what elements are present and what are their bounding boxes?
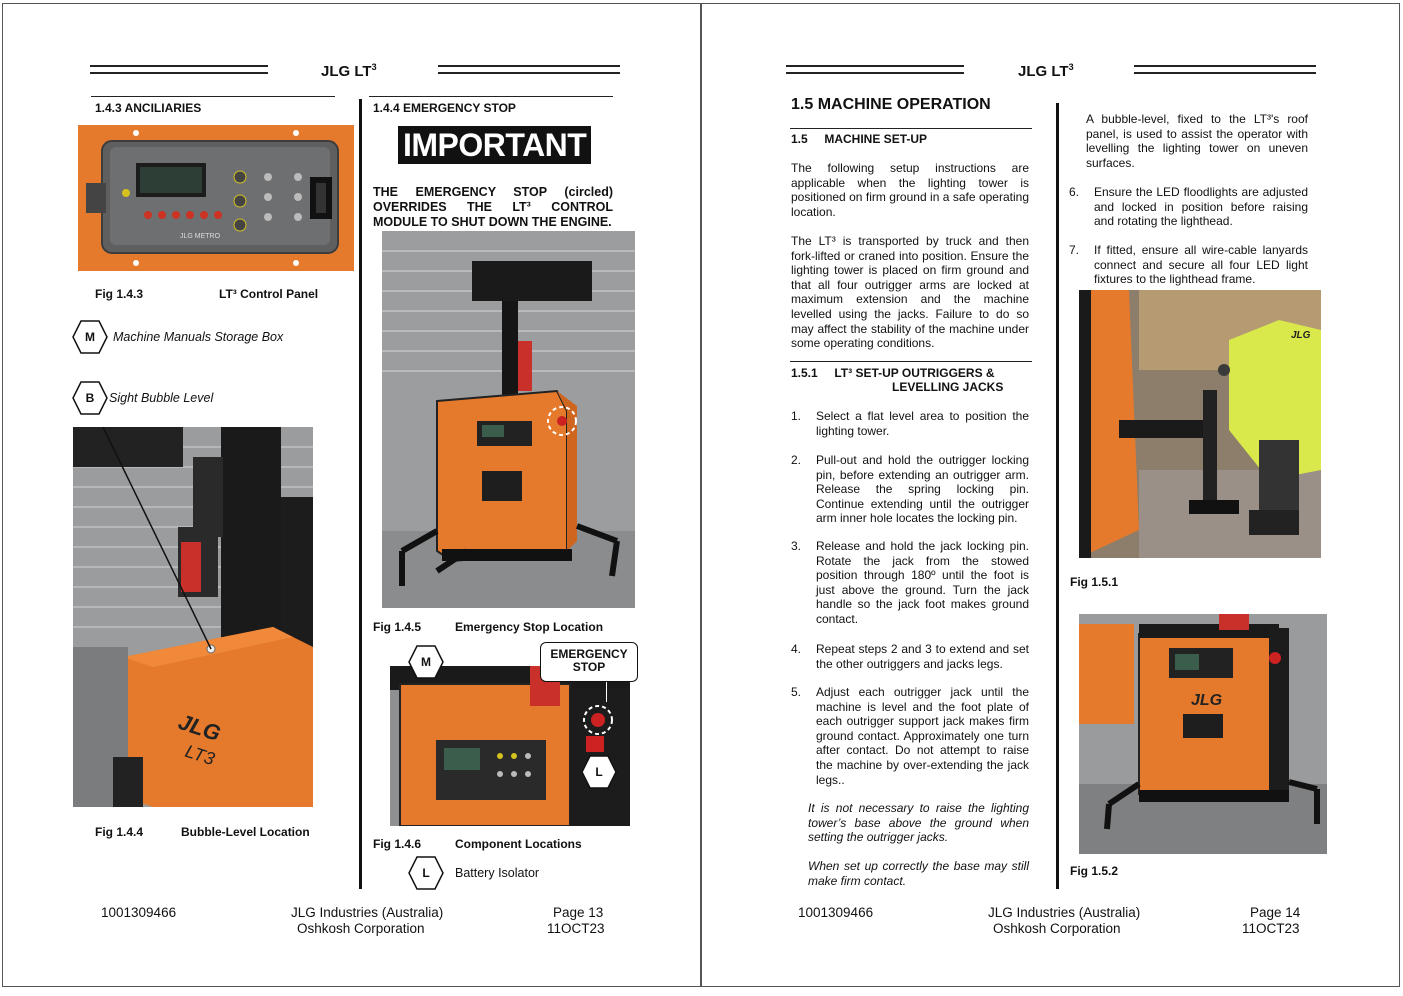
cabinet-lt3-text: LT3 <box>182 740 218 770</box>
fig-1-4-6-number: Fig 1.4.6 <box>373 837 422 851</box>
step-6: 6. Ensure the LED floodlights are adjusted and locked in position before raising and rotating the lighthead. <box>1069 185 1308 229</box>
levelled-tower-photo <box>1079 614 1327 854</box>
footer-company: JLG Industries (Australia) <box>291 905 444 920</box>
fig-146-l-letter: L <box>595 765 603 779</box>
step-3: 3. Release and hold the jack locking pin. Rotate the jack from the stowed position through 180º until the foot is just above the ground. Turn the jack handle so the jack foot makes ground contact. <box>791 539 1029 626</box>
section-rule <box>790 128 1032 129</box>
panel-logo: JLG METRO <box>180 233 221 240</box>
emergency-stop-graphic <box>382 231 635 608</box>
component-locations-photo <box>390 666 630 826</box>
header-rule-right <box>438 65 620 74</box>
important-banner: IMPORTANT <box>398 126 591 164</box>
section-heading-machine-setup: 1.5 MACHINE SET-UP <box>791 132 928 146</box>
column-divider <box>1056 103 1059 889</box>
component-locations-graphic <box>390 666 630 826</box>
footer-date: 11OCT23 <box>1242 921 1300 936</box>
footer-page-number: Page 14 <box>1250 905 1301 920</box>
step-1: 1. Select a flat level area to position the lighting tower. <box>791 409 1029 438</box>
footer-company: JLG Industries (Australia) <box>988 905 1141 920</box>
cabinet-jlg-logo: JLG <box>175 709 224 747</box>
fig-1-5-2-caption: Fig 1.5.2 <box>1070 864 1119 878</box>
fig-1-4-3-number: Fig 1.4.3 <box>95 287 144 301</box>
fig-1-4-5-number: Fig 1.4.5 <box>373 620 422 634</box>
footer-doc-number: 1001309466 <box>101 905 177 920</box>
header-title: JLG $LT^3$ <box>321 62 377 80</box>
legend-l-letter: L <box>422 866 430 880</box>
legend-b-text: Sight Bubble Level <box>109 391 214 405</box>
levelled-tower-graphic <box>1079 614 1327 854</box>
callout-arrow <box>606 682 607 702</box>
page-13 <box>2 3 701 987</box>
legend-m-hexagon <box>72 319 108 355</box>
legend-l-text: Battery Isolator <box>455 866 540 880</box>
section-rule-2 <box>790 361 1032 362</box>
note-firm-contact: When set up correctly the base may still make firm contact. <box>808 859 1029 888</box>
fig-146-m-hexagon <box>408 644 444 680</box>
vest-jlg-logo: JLG <box>1291 330 1311 341</box>
section-heading-outriggers-line2: LEVELLING JACKS <box>892 380 1004 394</box>
step-4: 4. Repeat steps 2 and 3 to extend and set the other outriggers and jacks legs. <box>791 642 1029 671</box>
control-panel-graphic <box>78 125 354 271</box>
footer-doc-number: 1001309466 <box>798 905 874 920</box>
emergency-stop-photo <box>382 231 635 608</box>
column-divider <box>359 99 362 889</box>
footer-page-number: Page 13 <box>553 905 604 920</box>
fig-146-l-hexagon <box>581 754 617 790</box>
fig-1-5-1-caption: Fig 1.5.1 <box>1070 575 1119 589</box>
fig-1-4-3-caption: LT³ Control Panel <box>219 287 319 301</box>
cabinet-jlg-logo: JLG <box>1191 692 1223 709</box>
step-7: 7. If fitted, ensure all wire-cable lanyards connect and secure all four LED light fixtures to the lighthead frame. <box>1069 243 1308 287</box>
section-title-machine-operation: 1.5 MACHINE OPERATION <box>791 96 991 113</box>
section-heading-outriggers-line1: 1.5.1 LT³ SET-UP OUTRIGGERS & <box>791 366 995 380</box>
bubble-level-photo <box>73 427 313 807</box>
footer-corporation: Oshkosh Corporation <box>297 921 425 936</box>
legend-m-letter: M <box>85 330 95 344</box>
paragraph-setup-intro: The following setup instructions are applicable when the lighting tower is positioned on firm ground in a safe operating location. <box>791 161 1029 219</box>
paragraph-bubble-level: A bubble-level, fixed to the LT³'s roof panel, is used to assist the operator with levelling the lighting tower on uneven surfaces. <box>1086 112 1308 170</box>
legend-m-text: Machine Manuals Storage Box <box>113 330 284 344</box>
footer-date: 11OCT23 <box>547 921 605 936</box>
fig-1-4-6-caption: Component Locations <box>455 837 582 851</box>
emergency-warning-text: THE EMERGENCY STOP (circled) OVERRIDES THE LT³ CONTROL MODULE TO SHUT DOWN THE ENGINE. <box>373 185 613 229</box>
legend-l-hexagon <box>408 855 444 891</box>
fig-146-m-letter: M <box>421 655 431 669</box>
outrigger-setup-graphic <box>1079 290 1321 558</box>
section-rule <box>91 96 335 97</box>
fig-1-4-4-number: Fig 1.4.4 <box>95 825 144 839</box>
paragraph-transport: The LT³ is transported by truck and then fork-lifted or craned into position. Ensure the lighting tower is placed on firm ground and that all four outrigger arms are locked at maximum extension and the machine levelled using the jacks. Failure to do so may affect the stability of the machine under some operating conditions. <box>791 234 1029 351</box>
header-rule-left <box>90 65 268 74</box>
step-5: 5. Adjust each outrigger jack until the machine is level and the foot plate of each outrigger support jack makes firm ground contact. Approximately one turn after contact. Do not attempt to raise the machine by over-extending the jack legs.. <box>791 685 1029 787</box>
fig-1-4-4-caption: Bubble-Level Location <box>181 825 310 839</box>
step-2: 2. Pull-out and hold the outrigger locking pin, before extending an outrigger arm. Release the spring locking pin. Continue extending until the outrigger arm inner hole locates the locking pin. <box>791 453 1029 526</box>
note-outrigger-jacks: It is not necessary to raise the lighting tower’s base above the ground when setting the outrigger jacks. <box>808 801 1029 845</box>
header-rule-left <box>786 65 964 74</box>
header-title: JLG $LT^3$ <box>1018 62 1074 80</box>
control-panel-photo <box>78 125 354 271</box>
header-rule-right <box>1134 65 1316 74</box>
outrigger-setup-photo <box>1079 290 1321 558</box>
emergency-stop-callout: EMERGENCY STOP <box>540 642 638 682</box>
section-heading-ancillaries: 1.4.3 ANCILIARIES <box>95 101 202 115</box>
page-14 <box>701 3 1400 987</box>
legend-b-hexagon <box>72 380 108 416</box>
footer-corporation: Oshkosh Corporation <box>993 921 1121 936</box>
section-rule-2 <box>369 96 613 97</box>
section-heading-emergency-stop: 1.4.4 EMERGENCY STOP <box>373 101 516 115</box>
fig-1-4-5-caption: Emergency Stop Location <box>455 620 604 634</box>
legend-b-letter: B <box>85 391 95 405</box>
